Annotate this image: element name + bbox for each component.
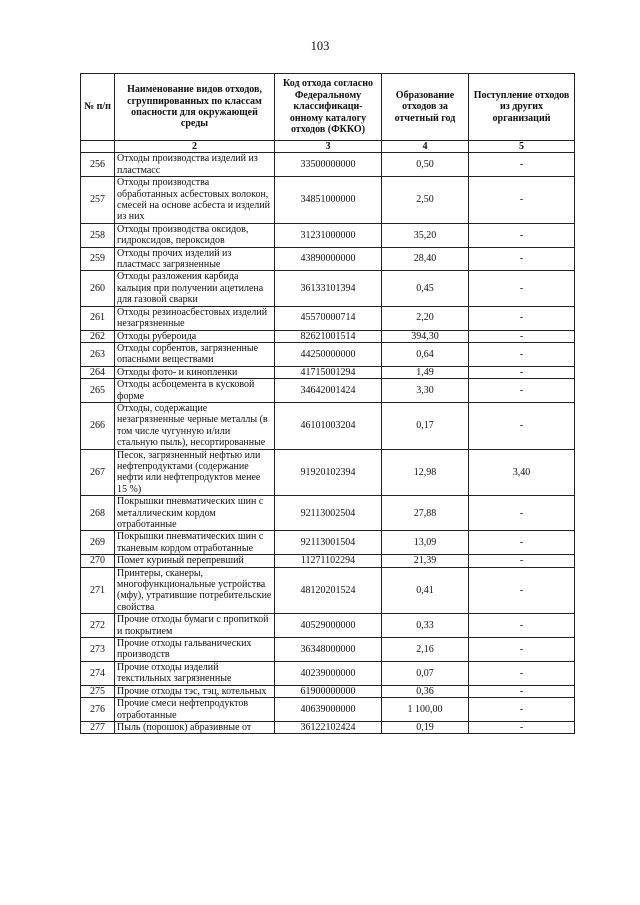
fkko-code: 40529000000: [275, 614, 382, 638]
fkko-code: 34851000000: [275, 177, 382, 224]
table-row: [81, 402, 575, 449]
waste-name: Песок, загрязненный нефтью или нефтепродуктами (содержание нефти или нефтепродуктов менее 15 %): [115, 449, 275, 496]
fkko-code: 44250000000: [275, 342, 382, 366]
table-row: [81, 247, 575, 271]
waste-name: Отходы разложения карбида кальция при получении ацетилена для газовой сварки: [115, 271, 275, 306]
received-amount: -: [469, 614, 575, 638]
row-number: 273: [81, 638, 115, 662]
formed-amount: 2,50: [382, 177, 469, 224]
fkko-code: 40239000000: [275, 661, 382, 685]
row-number: 268: [81, 496, 115, 531]
formed-amount: 0,07: [382, 661, 469, 685]
row-number: 258: [81, 223, 115, 247]
formed-amount: 0,41: [382, 567, 469, 614]
table-row: [81, 531, 575, 555]
column-index-4: 4: [382, 141, 469, 153]
formed-amount: 0,19: [382, 721, 469, 733]
row-number: 270: [81, 555, 115, 567]
table-row: [81, 638, 575, 662]
fkko-code: 36133101394: [275, 271, 382, 306]
waste-name: Прочие отходы бумаги с пропиткой и покрытием: [115, 614, 275, 638]
received-amount: -: [469, 531, 575, 555]
header-row: [81, 74, 575, 141]
waste-name: Отходы, содержащие незагрязненные черные металлы (в том числе чугунную и/или стальную пыль), несортированные: [115, 402, 275, 449]
fkko-code: 82621001514: [275, 330, 382, 342]
table-row: [81, 342, 575, 366]
page-number: 103: [310, 39, 330, 53]
header-num: № п/п: [81, 74, 115, 141]
received-amount: -: [469, 698, 575, 722]
received-amount: -: [469, 177, 575, 224]
waste-name: Прочие смеси нефтепродуктов отработанные: [115, 698, 275, 722]
waste-name: Прочие отходы гальванических производств: [115, 638, 275, 662]
waste-name: Отходы рубероида: [115, 330, 275, 342]
fkko-code: 45570000714: [275, 306, 382, 330]
formed-amount: 21,39: [382, 555, 469, 567]
column-index-2: 2: [115, 141, 275, 153]
formed-amount: 1,49: [382, 366, 469, 378]
formed-amount: 1 100,00: [382, 698, 469, 722]
table-row: [81, 153, 575, 177]
row-number: 269: [81, 531, 115, 555]
formed-amount: 13,09: [382, 531, 469, 555]
fkko-code: 48120201524: [275, 567, 382, 614]
formed-amount: 0,45: [382, 271, 469, 306]
fkko-code: 91920102394: [275, 449, 382, 496]
table-row: [81, 567, 575, 614]
column-index-3: 3: [275, 141, 382, 153]
column-index-row: [81, 141, 575, 153]
table-row: [81, 555, 575, 567]
table-row: [81, 496, 575, 531]
table-header: [81, 74, 575, 153]
row-number: 261: [81, 306, 115, 330]
table-row: [81, 223, 575, 247]
formed-amount: 394,30: [382, 330, 469, 342]
row-number: 265: [81, 379, 115, 403]
fkko-code: 92113002504: [275, 496, 382, 531]
row-number: 274: [81, 661, 115, 685]
received-amount: -: [469, 402, 575, 449]
formed-amount: 35,20: [382, 223, 469, 247]
received-amount: -: [469, 567, 575, 614]
formed-amount: 27,88: [382, 496, 469, 531]
waste-name: Прочие отходы тэс, тэц, котельных: [115, 685, 275, 697]
table-row: [81, 379, 575, 403]
received-amount: -: [469, 685, 575, 697]
received-amount: -: [469, 342, 575, 366]
row-number: 259: [81, 247, 115, 271]
waste-name: Отходы сорбентов, загрязненные опасными веществами: [115, 342, 275, 366]
waste-name: Покрышки пневматических шин с металлическим кордом отработанные: [115, 496, 275, 531]
table-row: [81, 614, 575, 638]
column-index-1: [81, 141, 115, 153]
fkko-code: 31231000000: [275, 223, 382, 247]
row-number: 260: [81, 271, 115, 306]
table-row: [81, 449, 575, 496]
row-number: 271: [81, 567, 115, 614]
header-name: Наименование видов отходов, сгруппированных по классам опасности для окружающей среды: [115, 74, 275, 141]
waste-name: Отходы производства обработанных асбестовых волокон, смесей на основе асбеста и изделий из них: [115, 177, 275, 224]
header-code: Код отхода согласно Федеральному классификаци-онному каталогу отходов (ФККО): [275, 74, 382, 141]
waste-name: Помет куриный перепревший: [115, 555, 275, 567]
waste-name: Отходы фото- и кинопленки: [115, 366, 275, 378]
waste-name: Отходы производства оксидов, гидроксидов, пероксидов: [115, 223, 275, 247]
table-row: [81, 721, 575, 733]
received-amount: -: [469, 306, 575, 330]
table-row: [81, 306, 575, 330]
received-amount: 3,40: [469, 449, 575, 496]
row-number: 277: [81, 721, 115, 733]
waste-name: Пыль (порошок) абразивные от: [115, 721, 275, 733]
table-row: [81, 698, 575, 722]
formed-amount: 2,16: [382, 638, 469, 662]
row-number: 263: [81, 342, 115, 366]
waste-name: Принтеры, сканеры, многофункциональные устройства (мфу), утратившие потребительские свойства: [115, 567, 275, 614]
received-amount: -: [469, 638, 575, 662]
received-amount: -: [469, 496, 575, 531]
row-number: 267: [81, 449, 115, 496]
table-row: [81, 366, 575, 378]
received-amount: -: [469, 366, 575, 378]
received-amount: -: [469, 555, 575, 567]
received-amount: -: [469, 223, 575, 247]
fkko-code: 46101003204: [275, 402, 382, 449]
row-number: 276: [81, 698, 115, 722]
row-number: 272: [81, 614, 115, 638]
waste-name: Отходы асбоцемента в кусковой форме: [115, 379, 275, 403]
header-formed: Образование отходов за отчетный год: [382, 74, 469, 141]
received-amount: -: [469, 379, 575, 403]
received-amount: -: [469, 271, 575, 306]
row-number: 257: [81, 177, 115, 224]
formed-amount: 0,50: [382, 153, 469, 177]
table-row: [81, 661, 575, 685]
fkko-code: 11271102294: [275, 555, 382, 567]
fkko-code: 61900000000: [275, 685, 382, 697]
formed-amount: 3,30: [382, 379, 469, 403]
waste-table: [80, 73, 575, 734]
formed-amount: 28,40: [382, 247, 469, 271]
header-received: Поступление отходов из других организаций: [469, 74, 575, 141]
formed-amount: 0,33: [382, 614, 469, 638]
table-row: [81, 330, 575, 342]
row-number: 266: [81, 402, 115, 449]
waste-name: Отходы резиноасбестовых изделий незагрязненные: [115, 306, 275, 330]
fkko-code: 92113001504: [275, 531, 382, 555]
fkko-code: 36348000000: [275, 638, 382, 662]
fkko-code: 33500000000: [275, 153, 382, 177]
fkko-code: 36122102424: [275, 721, 382, 733]
waste-name: Прочие отходы изделий текстильных загрязненные: [115, 661, 275, 685]
formed-amount: 0,36: [382, 685, 469, 697]
table-body: [81, 153, 575, 734]
table-row: [81, 685, 575, 697]
table-row: [81, 177, 575, 224]
fkko-code: 40639000000: [275, 698, 382, 722]
row-number: 262: [81, 330, 115, 342]
waste-name: Покрышки пневматических шин с тканевым кордом отработанные: [115, 531, 275, 555]
received-amount: -: [469, 330, 575, 342]
row-number: 275: [81, 685, 115, 697]
waste-name: Отходы прочих изделий из пластмасс загрязненные: [115, 247, 275, 271]
received-amount: -: [469, 153, 575, 177]
row-number: 256: [81, 153, 115, 177]
received-amount: -: [469, 661, 575, 685]
table-row: [81, 271, 575, 306]
received-amount: -: [469, 721, 575, 733]
formed-amount: 2,20: [382, 306, 469, 330]
fkko-code: 41715001294: [275, 366, 382, 378]
received-amount: -: [469, 247, 575, 271]
formed-amount: 0,64: [382, 342, 469, 366]
waste-name: Отходы производства изделий из пластмасс: [115, 153, 275, 177]
formed-amount: 0,17: [382, 402, 469, 449]
fkko-code: 43890000000: [275, 247, 382, 271]
fkko-code: 34642001424: [275, 379, 382, 403]
formed-amount: 12,98: [382, 449, 469, 496]
row-number: 264: [81, 366, 115, 378]
column-index-5: 5: [469, 141, 575, 153]
